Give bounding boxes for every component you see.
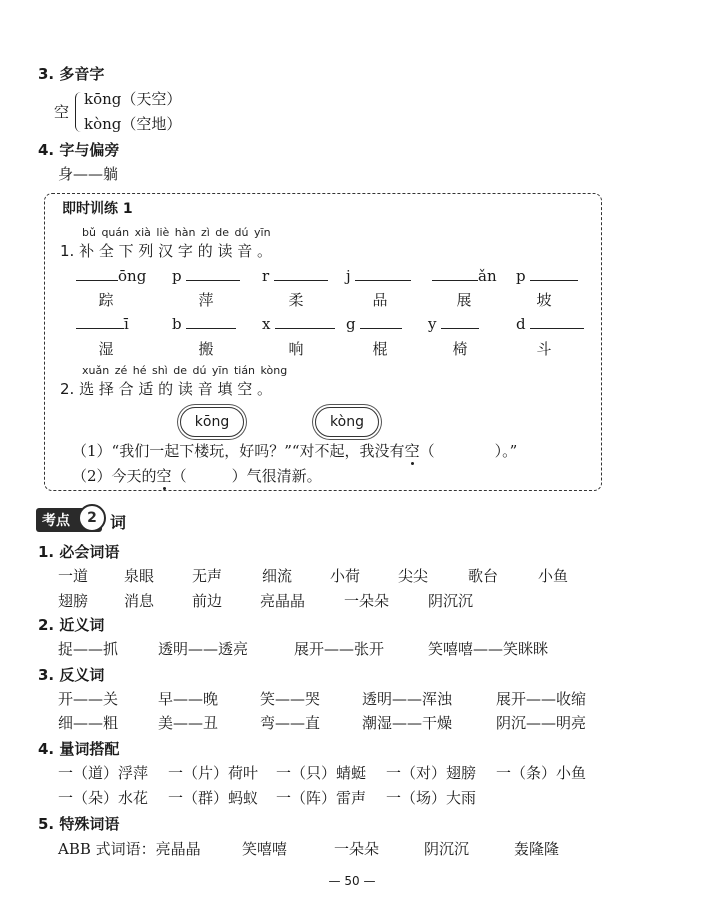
word-2-1: 翅膀 <box>58 592 89 610</box>
measure-1-2: 一（片）荷叶 <box>168 764 259 782</box>
char-2-2: 搬 <box>198 340 214 358</box>
q2-sentence-1 <box>72 440 517 461</box>
section-title-polyphone: 3. 多音字 <box>38 65 105 83</box>
antonym-1-1: 开——关 <box>58 690 119 708</box>
blank-2-4[interactable] <box>346 314 402 333</box>
reading-cloud-1: kōng <box>180 407 244 437</box>
word-1-1: 一道 <box>58 567 89 585</box>
polyphone-reading-2: kòng（空地） <box>84 115 182 133</box>
blank-suffix: ǎn <box>478 267 497 285</box>
blank-prefix: j <box>346 267 351 285</box>
words-title-special: 5. 特殊词语 <box>38 815 120 833</box>
blank-1-3[interactable] <box>262 266 328 285</box>
blank-suffix: ī <box>124 315 129 333</box>
blank-1-1[interactable] <box>76 266 146 285</box>
blank-2-2[interactable] <box>172 314 236 333</box>
abb-word-1: 笑嘻嘻 <box>242 840 288 858</box>
word-2-5: 一朵朵 <box>344 592 390 610</box>
synonym-2: 透明——透亮 <box>158 640 249 658</box>
blank-2-6[interactable] <box>516 314 584 333</box>
char-1-6: 坡 <box>536 291 552 309</box>
brace <box>75 92 84 132</box>
char-2-6: 斗 <box>536 340 552 358</box>
antonym-2-2: 美——丑 <box>158 714 219 732</box>
char-2-4: 棍 <box>372 340 388 358</box>
abb-word-3: 阴沉沉 <box>424 840 470 858</box>
word-1-2: 泉眼 <box>124 567 155 585</box>
antonym-1-3: 笑——哭 <box>260 690 321 708</box>
page-number: — 50 — <box>328 874 376 888</box>
polyphone-reading-1: kōng（天空） <box>84 90 182 108</box>
word-1-7: 歌台 <box>468 567 499 585</box>
blank-2-1[interactable] <box>76 314 129 333</box>
abb-label: ABB 式词语：亮晶晶 <box>58 840 201 858</box>
radical-content: 身——躺 <box>58 165 119 183</box>
char-1-4: 品 <box>372 291 388 309</box>
blank-2-3[interactable] <box>262 314 335 333</box>
blank-1-4[interactable] <box>346 266 411 285</box>
char-1-1: 踪 <box>98 291 114 309</box>
antonym-2-5: 阴沉——明亮 <box>496 714 587 732</box>
measure-1-5: 一（条）小鱼 <box>496 764 587 782</box>
char-2-1: 湿 <box>98 340 114 358</box>
synonym-4: 笑嘻嘻——笑眯眯 <box>428 640 549 658</box>
char-2-5: 椅 <box>452 340 468 358</box>
blank-prefix: g <box>346 315 356 333</box>
char-1-3: 柔 <box>288 291 304 309</box>
word-2-3: 前边 <box>192 592 223 610</box>
word-1-8: 小鱼 <box>538 567 569 585</box>
measure-1-1: 一（道）浮萍 <box>58 764 149 782</box>
kaodian-number: 2 <box>78 504 106 532</box>
blank-prefix: b <box>172 315 182 333</box>
word-1-3: 无声 <box>192 567 223 585</box>
section-title-radical: 4. 字与偏旁 <box>38 141 120 159</box>
dotted-char: 空 <box>156 467 172 485</box>
kaodian-label: 考点 <box>42 513 70 529</box>
words-title-antonyms: 3. 反义词 <box>38 666 105 684</box>
blank-prefix: x <box>262 315 271 333</box>
sentence-text: （2）今天的 <box>72 467 157 485</box>
synonym-1: 捉——抓 <box>58 640 119 658</box>
word-2-4: 亮晶晶 <box>260 592 306 610</box>
word-1-4: 细流 <box>262 567 293 585</box>
answer-blank[interactable]: （ ）气很清新。 <box>171 467 322 485</box>
word-2-6: 阴沉沉 <box>428 592 474 610</box>
synonym-3: 展开——张开 <box>294 640 385 658</box>
measure-1-4: 一（对）翅膀 <box>386 764 477 782</box>
blank-suffix: ōng <box>118 267 147 285</box>
antonym-2-3: 弯——直 <box>260 714 321 732</box>
blank-prefix: p <box>516 267 526 285</box>
blank-prefix: y <box>428 315 437 333</box>
char-1-2: 萍 <box>198 291 214 309</box>
polyphone-char: 空 <box>54 103 70 121</box>
answer-blank[interactable]: （ ）。” <box>419 442 518 460</box>
blank-prefix: p <box>172 267 182 285</box>
q2-pinyin: xuǎn zé hé shì de dú yīn tián kòng <box>82 364 288 377</box>
word-1-5: 小荷 <box>330 567 361 585</box>
char-1-5: 展 <box>456 291 472 309</box>
words-title-synonyms: 2. 近义词 <box>38 616 105 634</box>
char-2-3: 响 <box>288 340 304 358</box>
blank-1-5[interactable] <box>432 266 497 285</box>
abb-word-4: 轰隆隆 <box>514 840 560 858</box>
antonym-2-1: 细——粗 <box>58 714 119 732</box>
q2-sentence-2 <box>72 465 322 486</box>
abb-word-2: 一朵朵 <box>334 840 380 858</box>
blank-1-6[interactable] <box>516 266 578 285</box>
practice-title: 即时训练 1 <box>62 201 133 217</box>
measure-2-3: 一（阵）雷声 <box>276 789 367 807</box>
q2-label: 2. 选 择 合 适 的 读 音 填 空 。 <box>60 380 272 398</box>
sentence-text: （1）“我们一起下楼玩，好吗？”“对不起，我没有 <box>72 442 405 460</box>
word-2-2: 消息 <box>124 592 155 610</box>
measure-2-4: 一（场）大雨 <box>386 789 477 807</box>
measure-1-3: 一（只）蜻蜓 <box>276 764 367 782</box>
antonym-2-4: 潮湿——干燥 <box>362 714 453 732</box>
dotted-char: 空 <box>404 442 420 460</box>
antonym-1-2: 早——晚 <box>158 690 219 708</box>
q1-pinyin: bǔ quán xià liè hàn zì de dú yīn <box>82 226 271 239</box>
measure-2-1: 一（朵）水花 <box>58 789 149 807</box>
words-title-measure: 4. 量词搭配 <box>38 740 120 758</box>
blank-prefix: d <box>516 315 526 333</box>
kaodian-title: 词 <box>110 513 127 532</box>
reading-cloud-2: kòng <box>315 407 379 437</box>
q1-label: 1. 补 全 下 列 汉 字 的 读 音 。 <box>60 242 272 260</box>
blank-1-2[interactable] <box>172 266 240 285</box>
blank-prefix: r <box>262 267 270 285</box>
word-1-6: 尖尖 <box>398 567 429 585</box>
measure-2-2: 一（群）蚂蚁 <box>168 789 259 807</box>
antonym-1-5: 展开——收缩 <box>496 690 587 708</box>
antonym-1-4: 透明——浑浊 <box>362 690 453 708</box>
words-title-required: 1. 必会词语 <box>38 543 120 561</box>
blank-2-5[interactable] <box>428 314 479 333</box>
